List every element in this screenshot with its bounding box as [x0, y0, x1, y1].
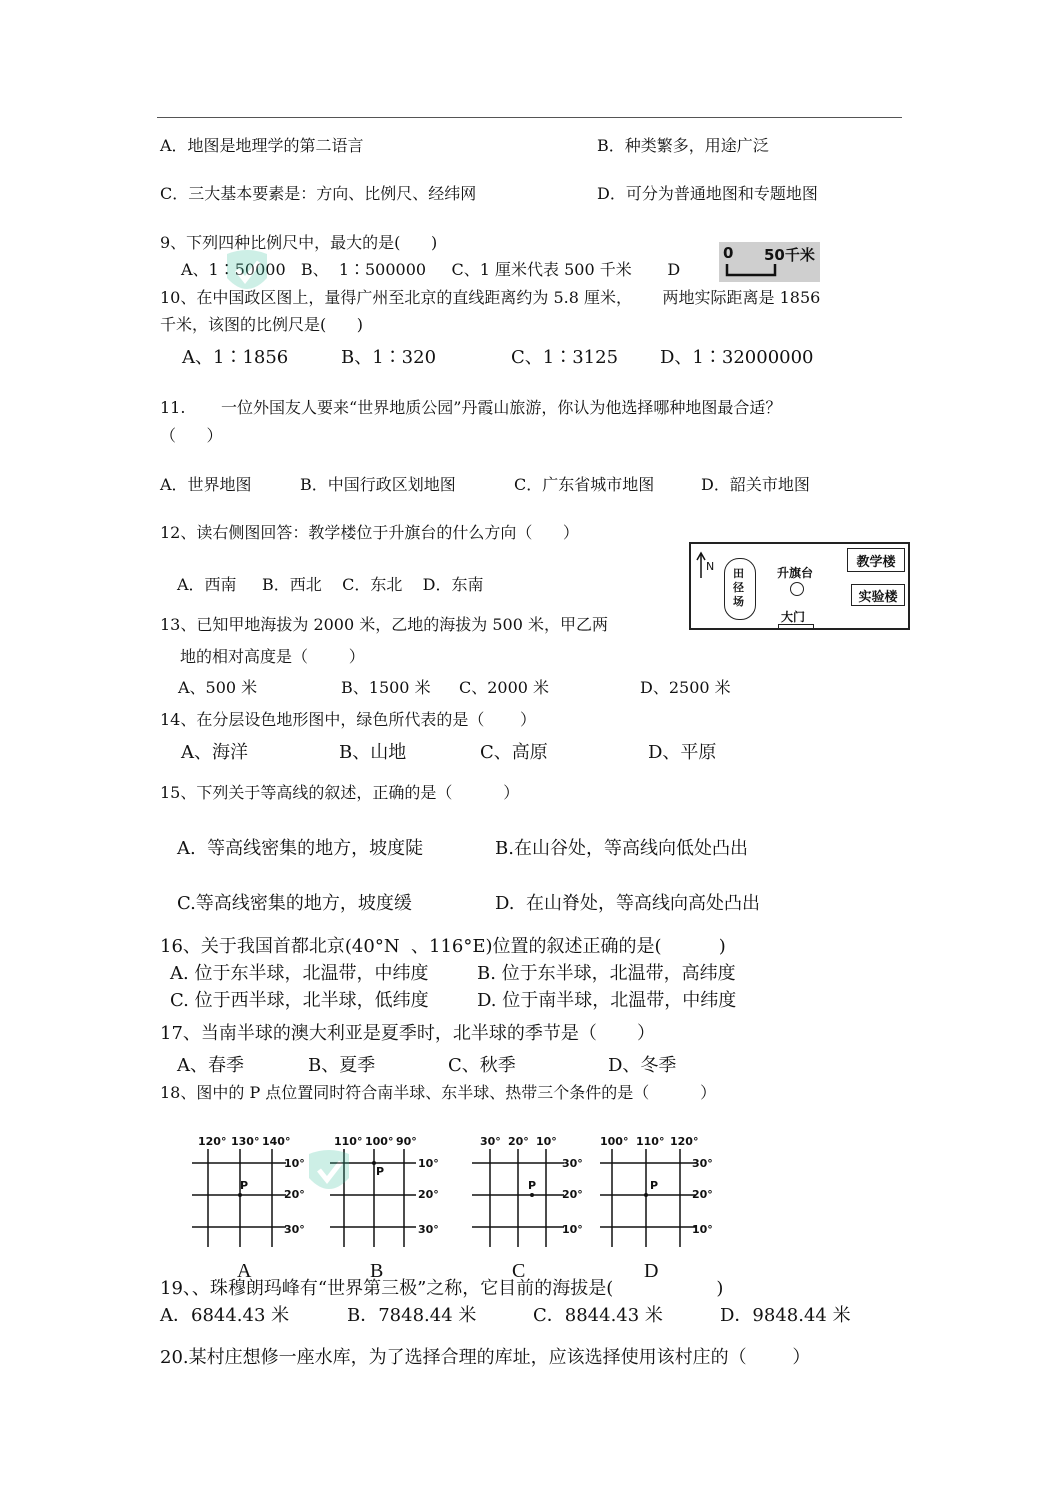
grid-b-label: B: [370, 1260, 384, 1282]
q11-option-d: D．韶关市地图: [701, 475, 810, 494]
q13-line2: 地的相对高度是（ ）: [180, 647, 365, 666]
track-field: [724, 558, 756, 620]
q8-option-a: A．地图是地理学的第二语言: [160, 136, 364, 155]
grid-d-point: P: [650, 1179, 659, 1192]
track-field-label: 田径场: [733, 567, 744, 608]
grid-c-lat-1: 30°: [562, 1157, 583, 1170]
lab-building: 实验楼: [851, 584, 905, 606]
grid-map-c: [470, 1135, 590, 1250]
grid-a-lon-2: 130°: [231, 1135, 260, 1148]
grid-b-lat-3: 30°: [418, 1223, 439, 1236]
q17-option-a: A、春季: [177, 1055, 244, 1076]
q16-option-d: D. 位于南半球，北温带，中纬度: [477, 990, 737, 1011]
grid-c-lat-3: 10°: [562, 1223, 583, 1236]
q13-line1: 13、已知甲地海拔为 2000 米，乙地的海拔为 500 米，甲乙两: [160, 615, 608, 634]
grid-a-lon-1: 120°: [198, 1135, 227, 1148]
grid-map-d: [598, 1135, 723, 1250]
q14-option-c: C、高原: [480, 742, 548, 763]
grid-b-lat-1: 10°: [418, 1157, 439, 1170]
grid-c-lon-3: 10°: [536, 1135, 557, 1148]
q17-option-c: C、秋季: [448, 1055, 516, 1076]
grid-c-lon-1: 30°: [480, 1135, 501, 1148]
q15-option-b: B.在山谷处，等高线向低处凸出: [495, 838, 748, 859]
q16-option-c: C. 位于西半球，北半球，低纬度: [170, 990, 429, 1011]
grid-d-lat-2: 20°: [692, 1188, 713, 1201]
q17-stem: 17、当南半球的澳大利亚是夏季时，北半球的季节是（ ）: [160, 1023, 655, 1044]
flag-platform-icon: [790, 582, 804, 596]
grid-d-lon-3: 120°: [670, 1135, 699, 1148]
q8-option-c: C．三大基本要素是：方向、比例尺、经纬网: [160, 184, 477, 203]
grid-a-lines: [190, 1149, 290, 1249]
q10-option-c: C、1∶3125: [511, 347, 619, 368]
grid-a-lat-2: 20°: [284, 1188, 305, 1201]
q18-stem: 18、图中的 P 点位置同时符合南半球、东半球、热带三个条件的是（ ）: [160, 1083, 717, 1102]
q16-stem: 16、关于我国首都北京(40°N 、116°E)位置的叙述正确的是( ): [160, 936, 726, 957]
q8-option-b: B．种类繁多，用途广泛: [597, 136, 769, 155]
q11-option-a: A．世界地图: [160, 475, 252, 494]
grid-a-lat-1: 10°: [284, 1157, 305, 1170]
grid-b-lon-1: 110°: [334, 1135, 363, 1148]
grid-d-lat-3: 10°: [692, 1223, 713, 1236]
watermark-logo-icon: [223, 248, 271, 298]
q13-option-b: B、1500 米: [341, 678, 431, 697]
campus-map: [689, 542, 910, 630]
q11-option-b: B．中国行政区划地图: [300, 475, 456, 494]
grid-c-lon-2: 20°: [508, 1135, 529, 1148]
q15-stem: 15、下列关于等高线的叙述，正确的是（ ）: [160, 783, 520, 802]
q15-option-d: D. 在山脊处，等高线向高处凸出: [495, 893, 760, 914]
q11-line1: 11. 一位外国友人要来“世界地质公园”丹霞山旅游，你认为他选择哪种地图最合适？: [160, 398, 782, 417]
q20-stem: 20.某村庄想修一座水库，为了选择合理的库址，应该选择使用该村庄的（ ）: [160, 1347, 811, 1368]
scale-bar-zero: 0: [723, 244, 734, 262]
q11-option-c: C．广东省城市地图: [514, 475, 655, 494]
grid-b-lon-3: 90°: [396, 1135, 417, 1148]
scale-bar-label: 50千米: [764, 246, 815, 264]
grid-d-lon-1: 100°: [600, 1135, 629, 1148]
q10-option-d: D、1∶32000000: [660, 347, 814, 368]
q19-option-a: A．6844.43 米: [160, 1305, 290, 1326]
q10-option-a: A、1∶1856: [182, 347, 289, 368]
teaching-building: 教学楼: [847, 548, 905, 572]
q19-option-c: C．8844.43 米: [533, 1305, 663, 1326]
q8-option-d: D．可分为普通地图和专题地图: [597, 184, 818, 203]
grid-b-lat-2: 20°: [418, 1188, 439, 1201]
q12-stem: 12、读右侧图回答：教学楼位于升旗台的什么方向（ ）: [160, 523, 579, 542]
q14-stem: 14、在分层设色地形图中，绿色所代表的是（ ）: [160, 710, 536, 729]
q14-option-d: D、平原: [648, 742, 717, 763]
q14-option-b: B、山地: [339, 742, 407, 763]
q10-line1: 10、在中国政区图上，量得广州至北京的直线距离约为 5.8 厘米， 两地实际距离是 1856: [160, 288, 821, 307]
q16-option-a: A. 位于东半球，北温带，中纬度: [170, 963, 429, 984]
grid-c-point: P: [528, 1179, 537, 1192]
grid-b-lon-2: 100°: [365, 1135, 394, 1148]
q13-option-d: D、2500 米: [640, 678, 731, 697]
grid-a-lat-3: 30°: [284, 1223, 305, 1236]
scale-bar-figure: [719, 242, 820, 282]
q15-option-c: C.等高线密集的地方，坡度缓: [177, 893, 412, 914]
watermark-logo-icon: [305, 1148, 353, 1198]
q14-option-a: A、海洋: [181, 742, 248, 763]
q19-stem: 19、、珠穆朗玛峰有“世界第三极”之称，它目前的海拔是( ): [160, 1278, 724, 1299]
grid-a-point: P: [240, 1179, 249, 1192]
grid-c-lines: [470, 1149, 566, 1249]
grid-b-point: P: [376, 1165, 385, 1178]
q15-option-a: A. 等高线密集的地方，坡度陡: [177, 838, 424, 859]
grid-d-lines: [598, 1149, 698, 1249]
q11-line2: （ ）: [160, 426, 223, 445]
q13-option-c: C、2000 米: [459, 678, 550, 697]
grid-a-lon-3: 140°: [262, 1135, 291, 1148]
q19-option-d: D．9848.44 米: [720, 1305, 851, 1326]
gate-icon: [778, 624, 814, 630]
q10-option-b: B、1∶320: [341, 347, 437, 368]
flag-platform-label: 升旗台: [777, 566, 814, 580]
grid-a-label: A: [237, 1260, 252, 1282]
q13-option-a: A、500 米: [178, 678, 258, 697]
scale-bar-line: [719, 242, 820, 282]
north-label: N: [706, 560, 715, 573]
q9-options: A、1∶50000 B、 1∶500000 C、1 厘米代表 500 千米 D: [181, 260, 681, 279]
grid-d-lon-2: 110°: [636, 1135, 665, 1148]
grid-map-a: [190, 1135, 310, 1250]
q17-option-d: D、冬季: [608, 1055, 677, 1076]
grid-d-lat-1: 30°: [692, 1157, 713, 1170]
q12-options: A．西南 B．西北 C．东北 D．东南: [177, 575, 484, 594]
grid-c-label: C: [512, 1260, 526, 1282]
header-rule: [157, 117, 902, 118]
grid-d-label: D: [644, 1260, 659, 1282]
q17-option-b: B、夏季: [308, 1055, 376, 1076]
grid-c-lat-2: 20°: [562, 1188, 583, 1201]
q9-stem: 9、下列四种比例尺中，最大的是( ): [160, 233, 438, 252]
q19-option-b: B．7848.44 米: [347, 1305, 477, 1326]
q10-line2: 千米，该图的比例尺是( ): [160, 315, 364, 334]
q16-option-b: B. 位于东半球，北温带，高纬度: [477, 963, 736, 984]
gate-label: 大门: [781, 610, 806, 624]
